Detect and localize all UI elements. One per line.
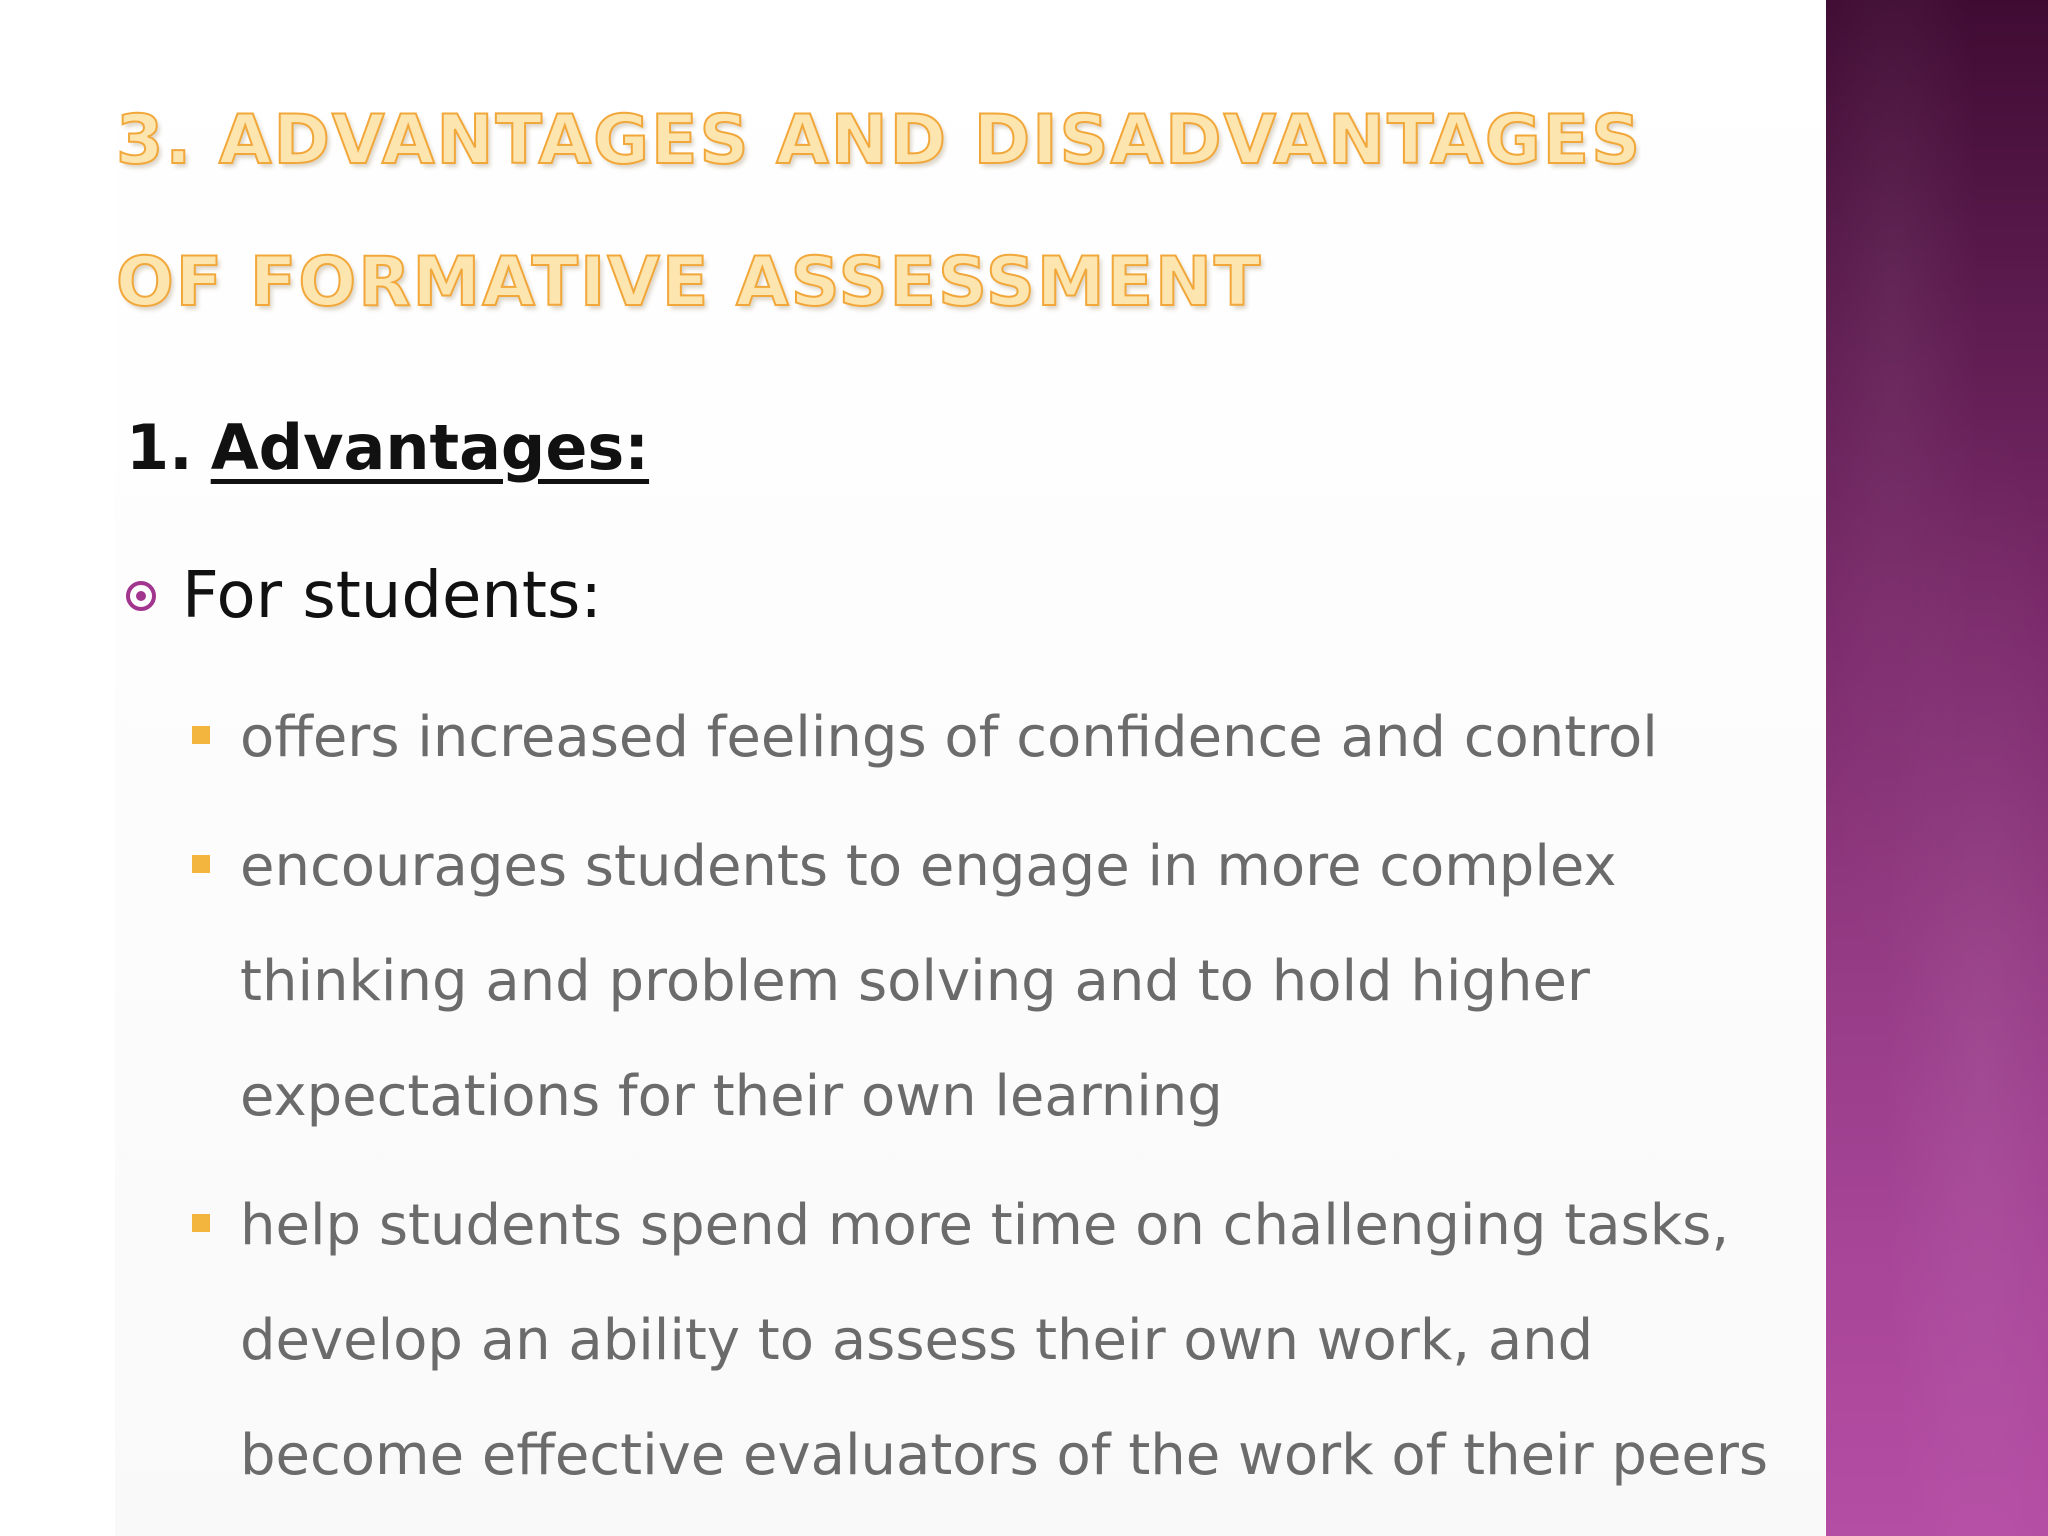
bullet-for-students xyxy=(126,556,602,636)
list-item xyxy=(190,1168,1780,1513)
section-label: Advantages: xyxy=(210,411,650,484)
list-item-text: help students spend more time on challenging tasks, develop an ability to assess their own work, and become effective evaluators of the work of their peers xyxy=(240,1193,1769,1488)
bullet-text: For students: xyxy=(182,559,602,633)
decorative-side-band xyxy=(1826,0,2048,1536)
section-number: 1. xyxy=(126,411,193,484)
square-bullet-icon xyxy=(192,1214,210,1232)
advantages-list xyxy=(190,680,1780,1527)
section-heading xyxy=(126,408,649,488)
list-item-text: offers increased feelings of confidence and control xyxy=(240,705,1658,770)
list-item xyxy=(190,809,1780,1154)
slide-title: 3. ADVANTAGES AND DISADVANTAGES OF FORMATIVE ASSESSMENT xyxy=(116,101,1643,322)
target-circle-icon xyxy=(126,581,156,611)
list-item xyxy=(190,680,1780,795)
list-item-text: encourages students to engage in more complex thinking and problem solving and to hold higher expectations for their own learning xyxy=(240,834,1617,1129)
square-bullet-icon xyxy=(192,855,210,873)
square-bullet-icon xyxy=(192,726,210,744)
